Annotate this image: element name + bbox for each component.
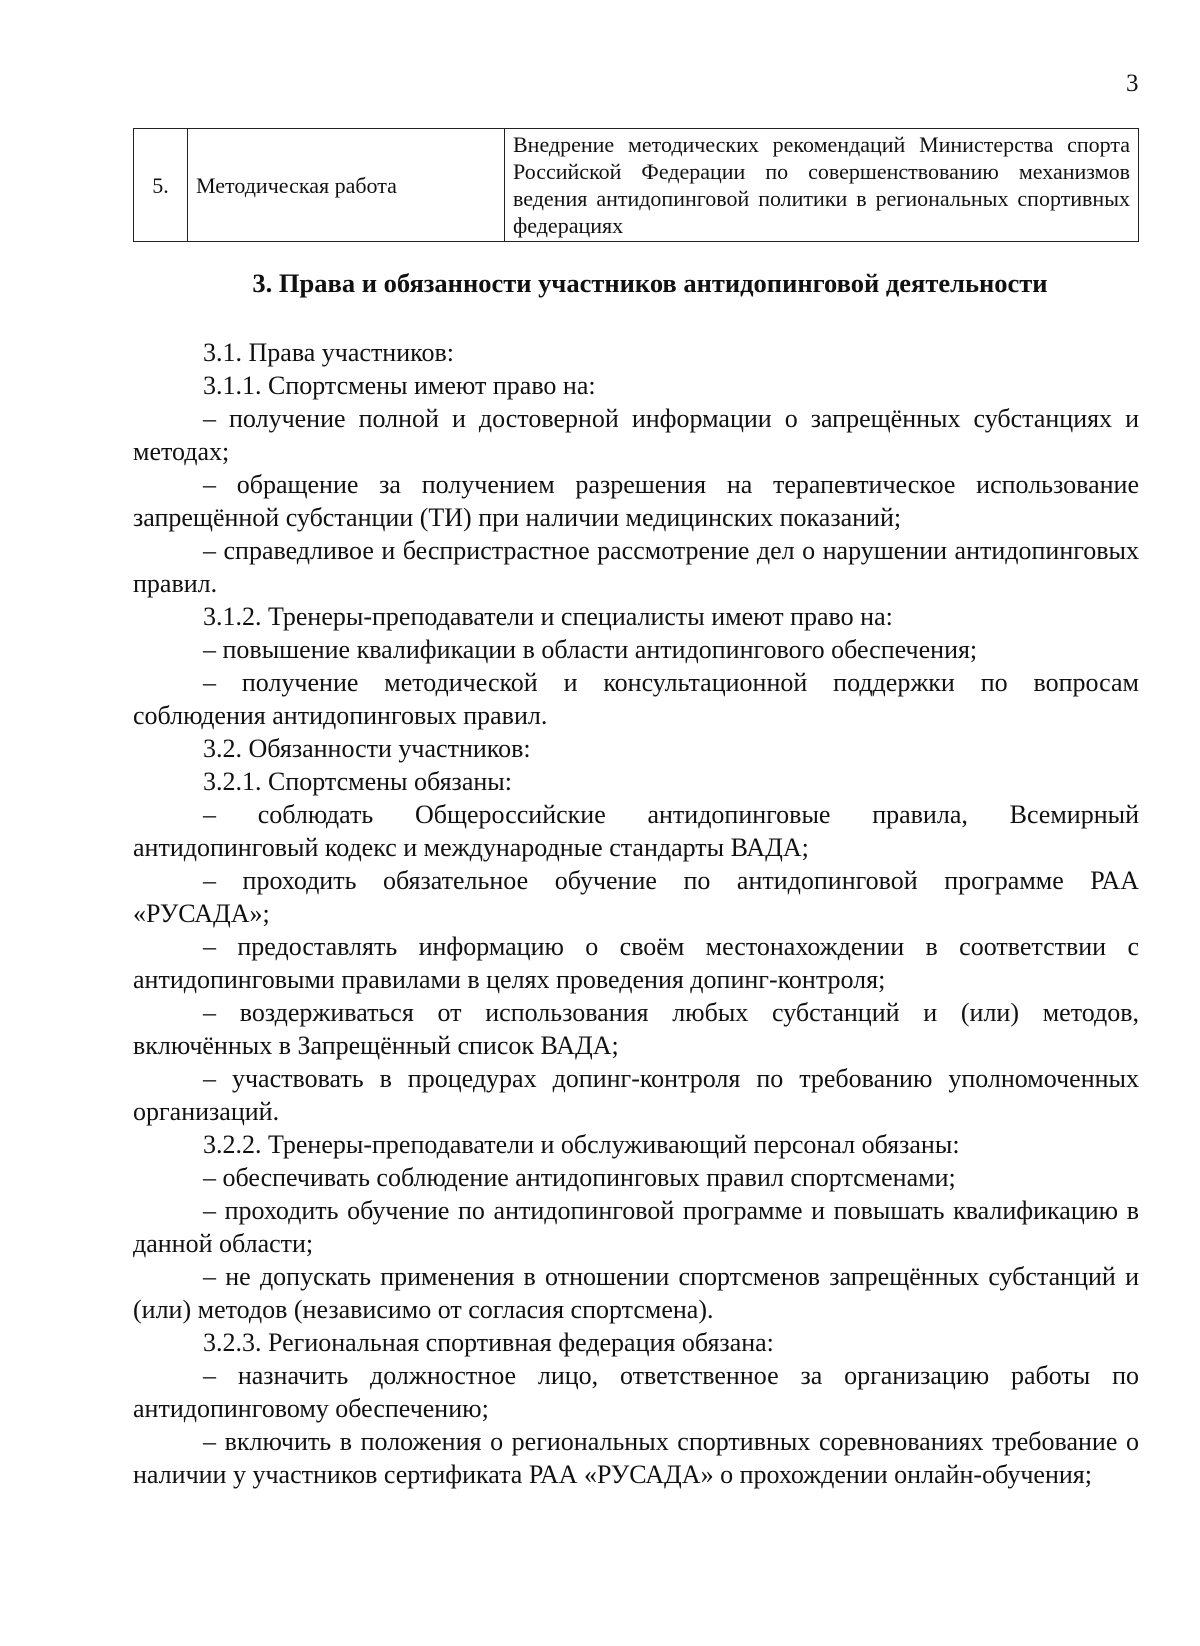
- activity-table: [133, 128, 1139, 242]
- paragraph: 3.2.1. Спортсмены обязаны:: [203, 767, 512, 796]
- activity-name-cell: Методическая работа: [188, 129, 505, 242]
- paragraph: 3.2. Обязанности участников:: [203, 734, 531, 763]
- paragraph: – проходить обязательное обучение по антидопинговой программе РАА «РУСАДА»;: [133, 866, 1139, 928]
- page-number: 3: [1126, 70, 1139, 97]
- row-number-cell: 5.: [134, 129, 188, 242]
- paragraph: – соблюдать Общероссийские антидопинговые правила, Всемирный антидопинговый кодекс и международные стандарты ВАДА;: [133, 800, 1139, 862]
- paragraph: 3.2.3. Региональная спортивная федерация обязана:: [203, 1328, 774, 1357]
- table-row: [134, 129, 1139, 242]
- activity-description-cell: Внедрение методических рекомендаций Министерства спорта Российской Федерации по совершенствованию механизмов ведения антидопинговой политики в региональных спортивных федерациях: [505, 129, 1139, 242]
- paragraph: – назначить должностное лицо, ответственное за организацию работы по антидопинговому обеспечению;: [133, 1361, 1139, 1423]
- section-title: 3. Права и обязанности участников антидопинговой деятельности: [252, 268, 1048, 298]
- paragraph: 3.1.1. Спортсмены имеют право на:: [203, 371, 596, 400]
- paragraph: 3.1.2. Тренеры-преподаватели и специалисты имеют право на:: [203, 602, 893, 631]
- paragraph: – получение полной и достоверной информации о запрещённых субстанциях и методах;: [133, 404, 1139, 466]
- paragraph: 3.1. Права участников:: [203, 338, 454, 367]
- paragraph: – воздерживаться от использования любых субстанций и (или) методов, включённых в Запрещённый список ВАДА;: [133, 998, 1139, 1060]
- section-body: [133, 336, 1139, 1491]
- paragraph: 3.2.2. Тренеры-преподаватели и обслуживающий персонал обязаны:: [203, 1130, 960, 1159]
- paragraph: – получение методической и консультационной поддержки по вопросам соблюдения антидопинговых правил.: [133, 668, 1139, 730]
- paragraph: – не допускать применения в отношении спортсменов запрещённых субстанций и (или) методов (независимо от согласия спортсмена).: [133, 1262, 1139, 1324]
- paragraph: – проходить обучение по антидопинговой программе и повышать квалификацию в данной области;: [133, 1196, 1139, 1258]
- paragraph: – обеспечивать соблюдение антидопинговых правил спортсменами;: [203, 1163, 956, 1192]
- paragraph: – повышение квалификации в области антидопингового обеспечения;: [203, 635, 978, 664]
- paragraph: – предоставлять информацию о своём местонахождении в соответствии с антидопинговыми правилами в целях проведения допинг-контроля;: [133, 932, 1139, 994]
- paragraph: – справедливое и беспристрастное рассмотрение дел о нарушении антидопинговых правил.: [133, 536, 1139, 598]
- paragraph: – обращение за получением разрешения на терапевтическое использование запрещённой субстанции (ТИ) при наличии медицинских показаний;: [133, 470, 1139, 532]
- paragraph: – включить в положения о региональных спортивных соревнованиях требование о наличии у участников сертификата РАА «РУСАДА» о прохождении онлайн-обучения;: [133, 1427, 1139, 1489]
- paragraph: – участвовать в процедурах допинг-контроля по требованию уполномоченных организаций.: [133, 1064, 1139, 1126]
